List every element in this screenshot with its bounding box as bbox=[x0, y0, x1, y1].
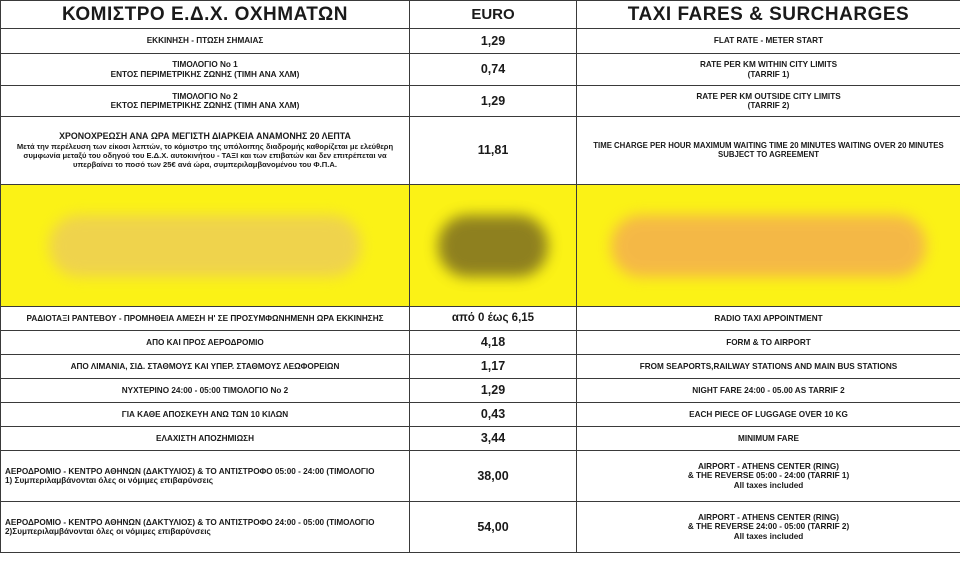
price-value: 1,29 bbox=[410, 86, 577, 117]
time-charge-title: ΧΡΟΝΟΧΡΕΩΣΗ ΑΝΑ ΩΡΑ ΜΕΓΙΣΤΗ ΔΙΑΡΚΕΙΑ ΑΝΑΜΟΝΗΣ 20 ΛΕΠΤΑ bbox=[59, 131, 351, 142]
blurred-area-left bbox=[1, 185, 410, 307]
price-value: 1,29 bbox=[410, 379, 577, 403]
english-label: AIRPORT - ATHENS CENTER (RING) & THE REVERSE 05:00 - 24:00 (TARRIF 1) All taxes included bbox=[577, 451, 960, 502]
price-value: 1,17 bbox=[410, 355, 577, 379]
greek-label: ΤΙΜΟΛΟΓΙΟ Νο 2 ΕΚΤΟΣ ΠΕΡΙΜΕΤΡΙΚΗΣ ΖΩΝΗΣ (ΤΙΜΗ ΑΝΑ ΧΛΜ) bbox=[1, 86, 410, 117]
english-title: TAXI FARES & SURCHARGES bbox=[577, 1, 960, 29]
fare-row-tariff-1 bbox=[1, 54, 960, 86]
price-value: 1,29 bbox=[410, 29, 577, 54]
greek-label: ΓΙΑ ΚΑΘΕ ΑΠΟΣΚΕΥΗ ΑΝΩ ΤΩΝ 10 ΚΙΛΩΝ bbox=[1, 403, 410, 427]
greek-label: ΑΠΟ ΛΙΜΑΝΙΑ, ΣΙΔ. ΣΤΑΘΜΟΥΣ ΚΑΙ ΥΠΕΡ. ΣΤΑΘΜΟΥΣ ΛΕΩΦΟΡΕΙΩΝ bbox=[1, 355, 410, 379]
english-label: RATE PER KM OUTSIDE CITY LIMITS (TARRIF 2) bbox=[577, 86, 960, 117]
english-label: FORM & TO AIRPORT bbox=[577, 331, 960, 355]
english-label: EACH PIECE OF LUGGAGE OVER 10 KG bbox=[577, 403, 960, 427]
fare-row-airport bbox=[1, 331, 960, 355]
greek-label: ΑΕΡΟΔΡΟΜΙΟ - ΚΕΝΤΡΟ ΑΘΗΝΩΝ (ΔΑΚΤΥΛΙΟΣ) & ΤΟ ΑΝΤΙΣΤΡΟΦΟ 05:00 - 24:00 (ΤΙΜΟΛΟΓΙΟ 1) Συμπεριλαμβάνονται όλες οι νόμιμες επιβαρύνσεις bbox=[1, 451, 410, 502]
price-value: 4,18 bbox=[410, 331, 577, 355]
fare-row-airport-day bbox=[1, 451, 960, 502]
english-label: AIRPORT - ATHENS CENTER (RING) & THE REVERSE 24:00 - 05:00 (TARRIF 2) All taxes included bbox=[577, 502, 960, 553]
greek-label: ΑΠΟ ΚΑΙ ΠΡΟΣ ΑΕΡΟΔΡΟΜΙΟ bbox=[1, 331, 410, 355]
currency-header: EURO bbox=[410, 1, 577, 29]
greek-label: ΕΛΑΧΙΣΤΗ ΑΠΟΖΗΜΙΩΣΗ bbox=[1, 427, 410, 451]
english-label: FROM SEAPORTS,RAILWAY STATIONS AND MAIN BUS STATIONS bbox=[577, 355, 960, 379]
english-label: TIME CHARGE PER HOUR MAXIMUM WAITING TIME 20 MINUTES WAITING OVER 20 MINUTES SUBJECT TO AGREEMENT bbox=[577, 117, 960, 185]
blurred-area-right bbox=[577, 185, 960, 307]
english-label: MINIMUM FARE bbox=[577, 427, 960, 451]
english-label: RATE PER KM WITHIN CITY LIMITS (TARRIF 1) bbox=[577, 54, 960, 86]
fare-row-time-charge bbox=[1, 117, 960, 185]
fare-row-minimum bbox=[1, 427, 960, 451]
english-label: RADIO TAXI APPOINTMENT bbox=[577, 307, 960, 331]
fare-row-flat-rate bbox=[1, 29, 960, 54]
time-charge-note: Μετά την περέλευση των είκοσι λεπτών, το κόμιστρο της υπόλοιπης διαδρομής καθορίζεται με ελεύθερη συμφωνία μεταξύ του οδηγού του Ε.Δ.Χ. αυτοκινήτου - ΤΑΞΙ και των επιβατών και δεν επιτρέπεται να υπερβαίνει το ποσό των 25€ ανά ώρα, συμπεριλαμβανομένου του Φ.Π.Α. bbox=[16, 142, 394, 169]
greek-label: ΑΕΡΟΔΡΟΜΙΟ - ΚΕΝΤΡΟ ΑΘΗΝΩΝ (ΔΑΚΤΥΛΙΟΣ) & ΤΟ ΑΝΤΙΣΤΡΟΦΟ 24:00 - 05:00 (ΤΙΜΟΛΟΓΙΟ 2)Συμπεριλαμβάνονται όλες οι νόμιμες επιβαρύνσεις bbox=[1, 502, 410, 553]
greek-label: ΤΙΜΟΛΟΓΙΟ Νο 1 ΕΝΤΟΣ ΠΕΡΙΜΕΤΡΙΚΗΣ ΖΩΝΗΣ (ΤΙΜΗ ΑΝΑ ΧΛΜ) bbox=[1, 54, 410, 86]
price-value: 3,44 bbox=[410, 427, 577, 451]
price-value: 38,00 bbox=[410, 451, 577, 502]
price-value: από 0 έως 6,15 bbox=[410, 307, 577, 331]
fare-row-radio-taxi bbox=[1, 307, 960, 331]
fare-row-luggage bbox=[1, 403, 960, 427]
greek-label-cell bbox=[1, 117, 410, 185]
price-value: 0,74 bbox=[410, 54, 577, 86]
price-value: 11,81 bbox=[410, 117, 577, 185]
header-row bbox=[1, 1, 960, 29]
price-value: 54,00 bbox=[410, 502, 577, 553]
fare-row-airport-night bbox=[1, 502, 960, 553]
fare-row-tariff-2 bbox=[1, 86, 960, 117]
greek-label: ΝΥΧΤΕΡΙΝΟ 24:00 - 05:00 ΤΙΜΟΛΟΓΙΟ Νο 2 bbox=[1, 379, 410, 403]
greek-title: ΚΟΜΙΣΤΡΟ Ε.Δ.Χ. ΟΧΗΜΑΤΩΝ bbox=[1, 1, 410, 29]
greek-label: ΡΑΔΙΟΤΑΞΙ ΡΑΝΤΕΒΟΥ - ΠΡΟΜΗΘΕΙΑ ΑΜΕΣΗ Η' ΣΕ ΠΡΟΣΥΜΦΩΝΗΜΕΝΗ ΩΡΑ ΕΚΚΙΝΗΣΗΣ bbox=[1, 307, 410, 331]
redacted-band bbox=[1, 185, 960, 307]
greek-label: ΕΚΚΙΝΗΣΗ - ΠΤΩΣΗ ΣΗΜΑΙΑΣ bbox=[1, 29, 410, 54]
fare-row-night bbox=[1, 379, 960, 403]
english-label: NIGHT FARE 24:00 - 05.00 AS TARRIF 2 bbox=[577, 379, 960, 403]
fare-row-seaports bbox=[1, 355, 960, 379]
price-value: 0,43 bbox=[410, 403, 577, 427]
english-label: FLAT RATE - METER START bbox=[577, 29, 960, 54]
blurred-area-middle bbox=[410, 185, 577, 307]
